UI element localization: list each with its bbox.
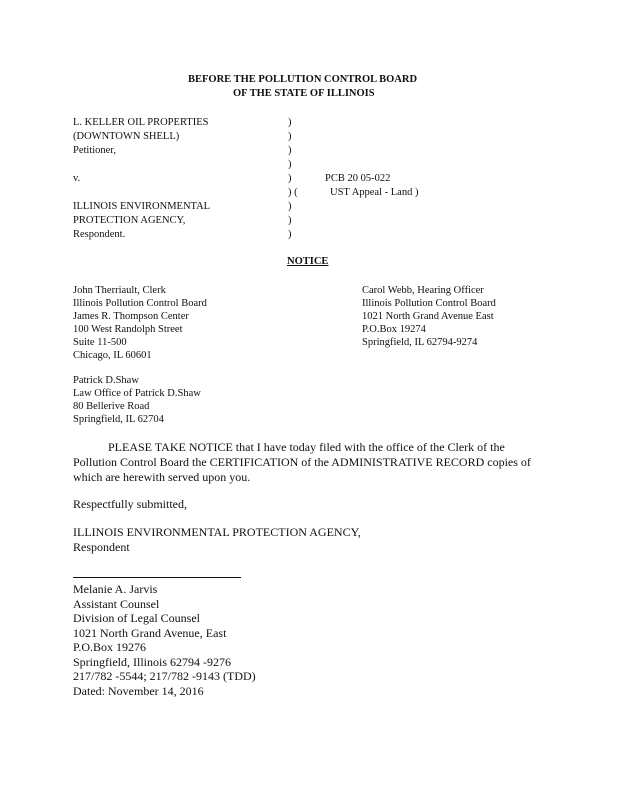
paren: ) [288, 131, 292, 142]
signature-line-text: 1021 North Grand Avenue, East [73, 625, 227, 640]
paren: ) ( [288, 187, 298, 198]
signature-date: Dated: November 14, 2016 [73, 683, 204, 698]
caption-line: (DOWNTOWN SHELL) [73, 131, 180, 142]
signature-title: Assistant Counsel [73, 596, 160, 611]
address-line: John Therriault, Clerk [73, 285, 166, 296]
notice-paragraph-line: PLEASE TAKE NOTICE that I have today filed with the office of the Clerk of the [108, 440, 505, 454]
notice-paragraph-line: which are herewith served upon you. [73, 470, 251, 484]
caption-line: Respondent. [73, 229, 126, 240]
case-number: PCB 20 05-022 [325, 173, 391, 184]
caption-line: Petitioner, [73, 145, 117, 156]
address-line: Carol Webb, Hearing Officer [362, 285, 484, 296]
caption-line [73, 158, 210, 172]
respondent-label: Respondent [73, 540, 130, 554]
signature-line [73, 577, 241, 578]
caption-line [73, 186, 210, 200]
address-line: Suite 11-500 [73, 337, 127, 348]
address-line: Chicago, IL 60601 [73, 350, 152, 361]
address-line: 80 Bellerive Road [73, 401, 150, 412]
case-type: UST Appeal - Land ) [330, 187, 419, 198]
paren: ) [288, 117, 292, 128]
paren: ) [288, 229, 292, 240]
hearing-officer-address [362, 284, 496, 349]
caption-line: L. KELLER OIL PROPERTIES [73, 117, 209, 128]
caption-line: ILLINOIS ENVIRONMENTAL [73, 201, 211, 212]
address-line: Illinois Pollution Control Board [73, 298, 207, 309]
signature-line-text: Division of Legal Counsel [73, 611, 200, 625]
caption-parens [288, 116, 298, 242]
caption-line: v. [73, 173, 81, 184]
caption-line: PROTECTION AGENCY, [73, 215, 186, 226]
signature-name: Melanie A. Jarvis [73, 582, 158, 596]
address-line: Patrick D.Shaw [73, 375, 139, 386]
signature-block [73, 582, 256, 698]
address-line: Illinois Pollution Control Board [362, 298, 496, 309]
address-line: Springfield, IL 62704 [73, 414, 164, 425]
address-line: Law Office of Patrick D.Shaw [73, 388, 201, 399]
signature-line-text: P.O.Box 19276 [73, 640, 147, 654]
counsel-address [73, 374, 201, 426]
paren: ) [288, 215, 292, 226]
signature-line-text: Springfield, Illinois 62794 -9276 [73, 654, 231, 669]
clerk-address [73, 284, 207, 362]
signature-phone: 217/782 -5544; 217/782 -9143 (TDD) [73, 669, 256, 683]
paren: ) [288, 173, 292, 184]
state-heading: OF THE STATE OF ILLINOIS [233, 88, 375, 99]
caption-left [73, 116, 210, 242]
address-line: P.O.Box 19274 [362, 324, 426, 335]
address-line: 1021 North Grand Avenue East [362, 311, 494, 322]
notice-paragraph-line: Pollution Control Board the CERTIFICATION of the ADMINISTRATIVE RECORD copies of [73, 455, 531, 469]
closing-line: Respectfully submitted, [73, 497, 187, 511]
board-heading: BEFORE THE POLLUTION CONTROL BOARD [188, 74, 418, 85]
address-line: 100 West Randolph Street [73, 324, 183, 335]
agency-name: ILLINOIS ENVIRONMENTAL PROTECTION AGENCY, [73, 525, 361, 539]
paren: ) [288, 145, 292, 156]
paren: ) [288, 201, 292, 212]
notice-title: NOTICE [287, 256, 329, 267]
address-line: Springfield, IL 62794-9274 [362, 337, 478, 348]
paren: ) [288, 159, 292, 170]
address-line: James R. Thompson Center [73, 311, 189, 322]
